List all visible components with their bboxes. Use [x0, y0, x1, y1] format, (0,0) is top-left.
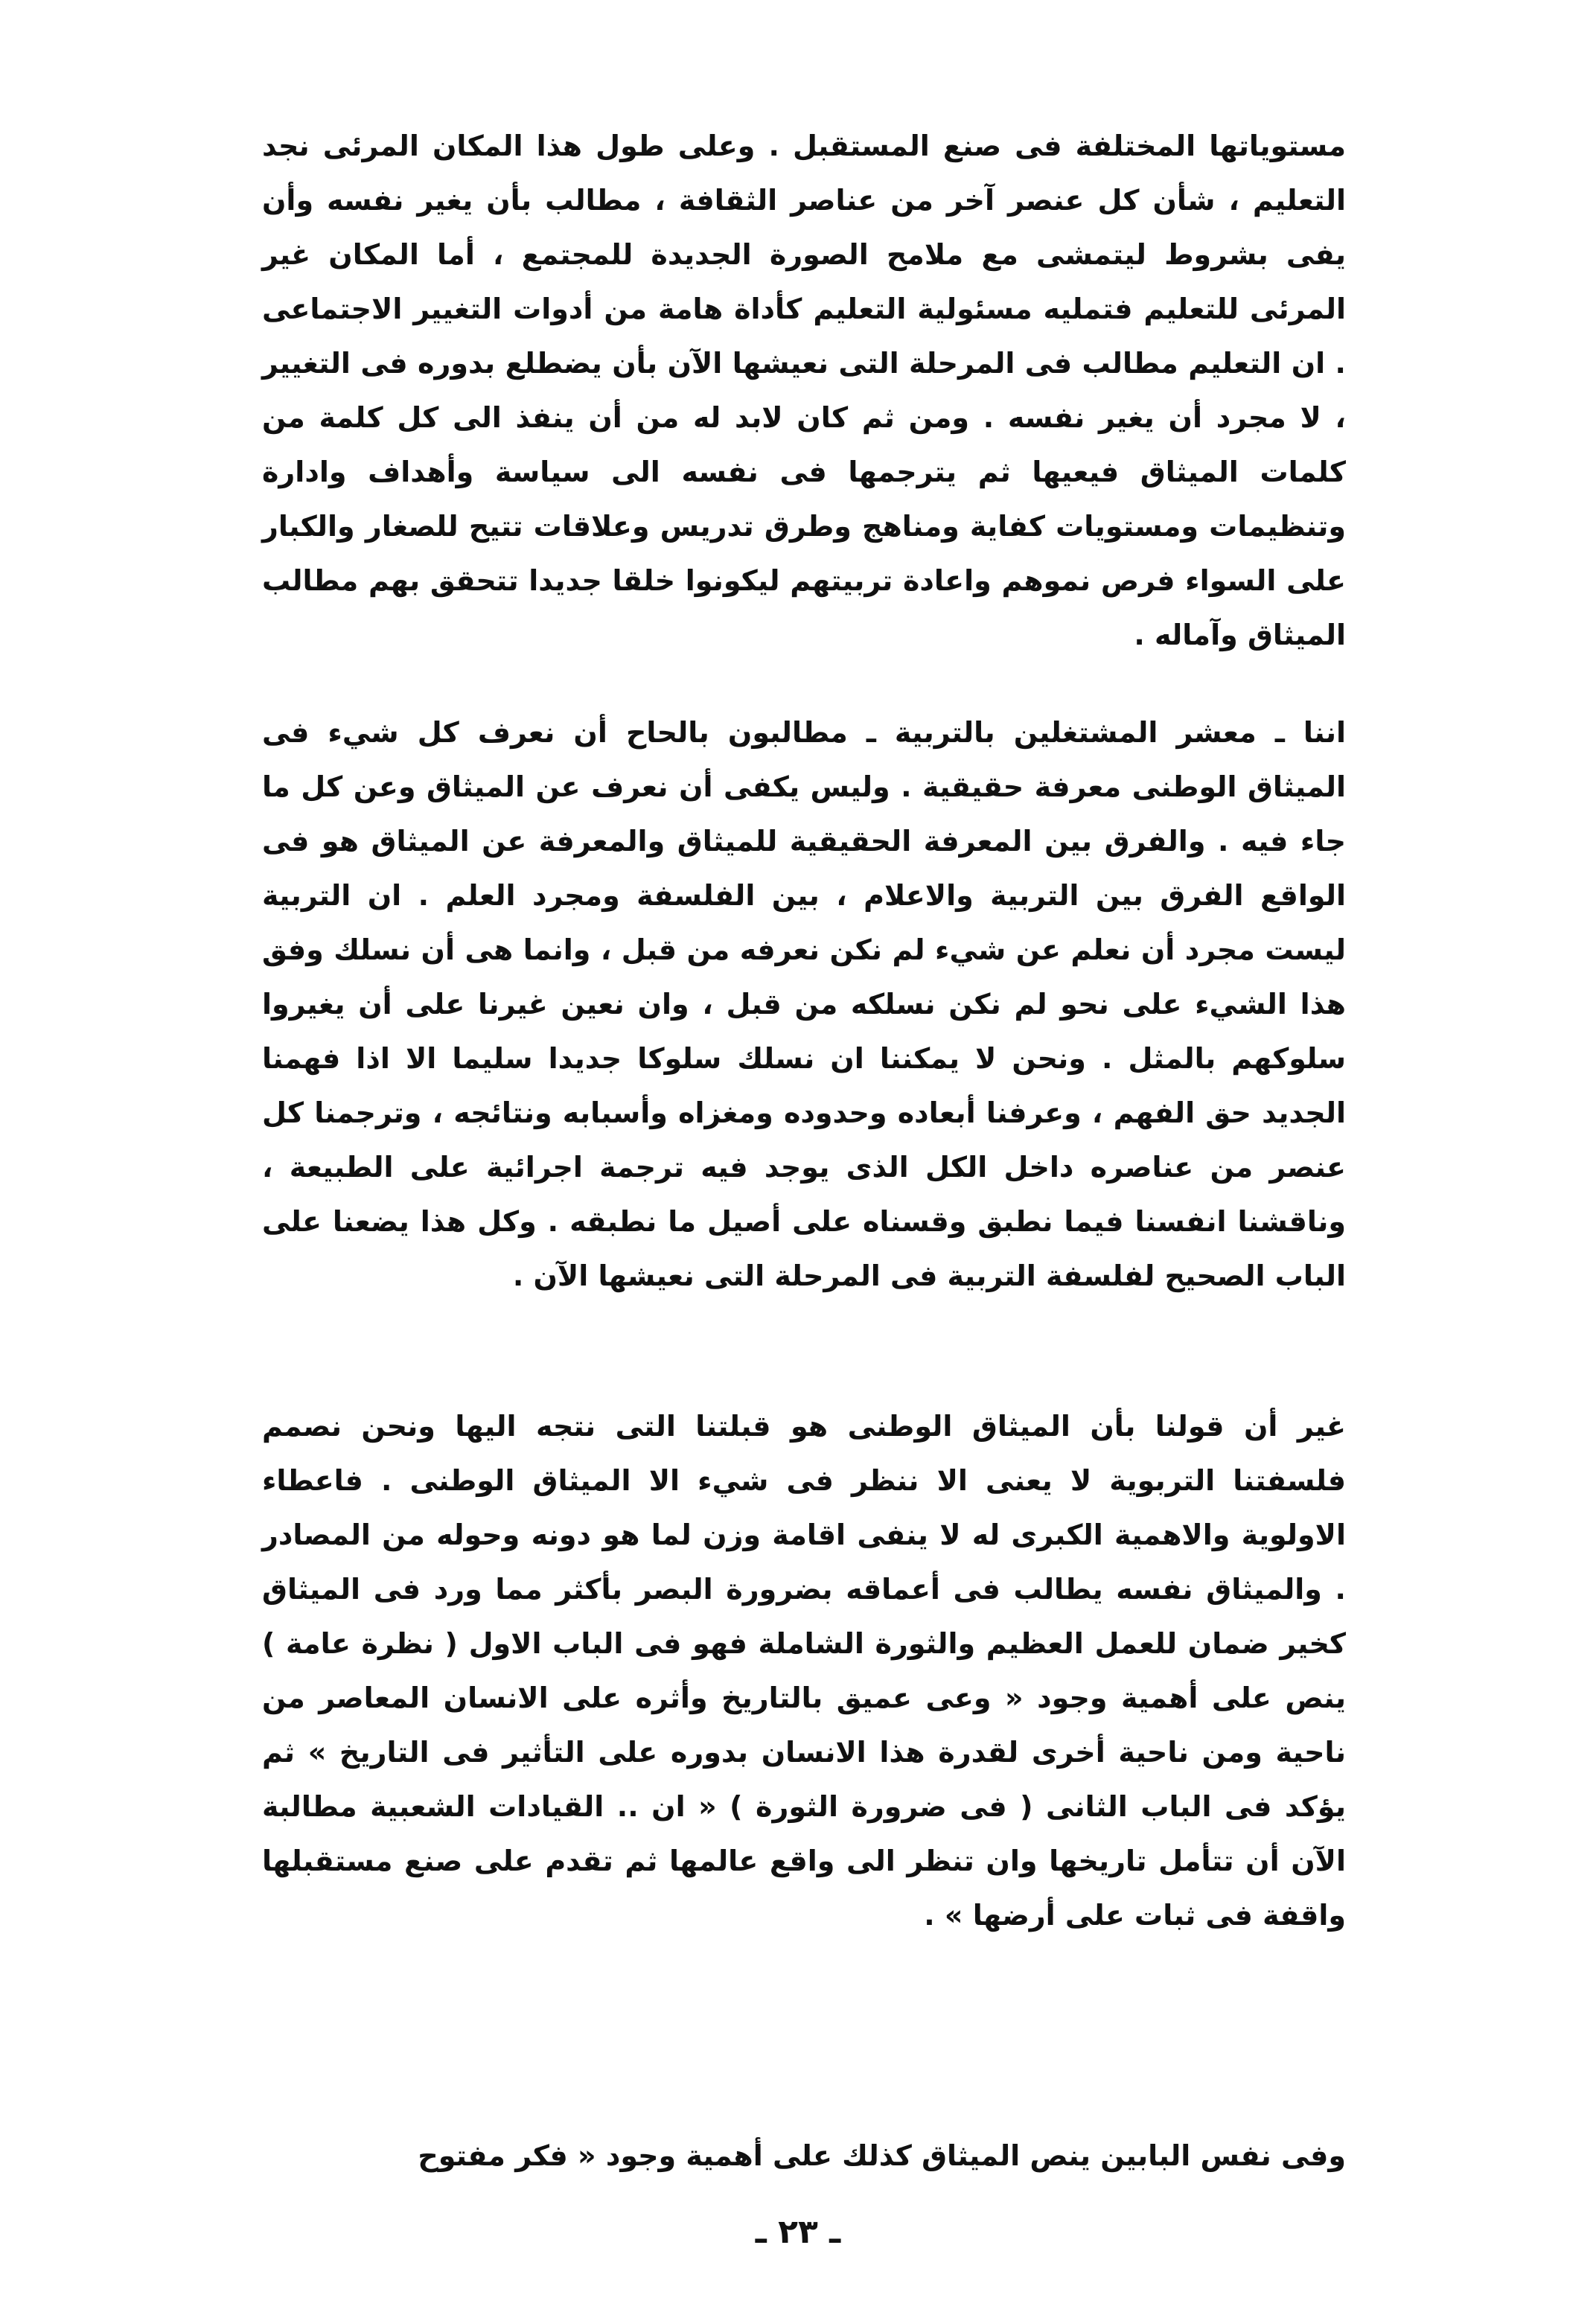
paragraph-2	[262, 706, 1346, 1303]
paragraph-1	[262, 119, 1346, 662]
paragraph-3	[262, 1399, 1346, 1943]
page-number: ـ ٢٣ ـ	[755, 2213, 841, 2251]
paragraph-3-text: غير أن قولنا بأن الميثاق الوطنى هو قبلتنا التى نتجه اليها ونحن نصمم فلسفتنا التربوية لا يعنى الا ننظر فى شيء الا الميثاق الوطنى . فاعطاء الاولوية والاهمية الكبرى له لا ينفى اقامة وزن لما هو دونه وحوله من المصادر . والميثاق نفسه يطالب فى أعماقه بضرورة البصر بأكثر مما ورد فى الميثاق كخير ضمان للعمل العظيم والثورة الشاملة فهو فى الباب الاول ( نظرة عامة ) ينص على أهمية وجود « وعى عميق بالتاريخ وأثره على الانسان المعاصر من ناحية ومن ناحية أخرى لقدرة هذا الانسان بدوره على التأثير فى التاريخ » ثم يؤكد فى الباب الثانى ( فى ضرورة الثورة ) « ان .. القيادات الشعبية مطالبة الآن أن تتأمل تاريخها وان تنظر الى واقع عالمها ثم تقدم على صنع مستقبلها واقفة فى ثبات على أرضها » .	[262, 1410, 1346, 1932]
paragraph-2-text: اننا ـ معشر المشتغلين بالتربية ـ مطالبون بالحاح أن نعرف كل شيء فى الميثاق الوطنى معرفة حقيقية . وليس يكفى أن نعرف عن الميثاق وعن كل ما جاء فيه . والفرق بين المعرفة الحقيقية للميثاق والمعرفة عن الميثاق هو فى الواقع الفرق بين التربية والاعلام ، بين الفلسفة ومجرد العلم . ان التربية ليست مجرد أن نعلم عن شيء لم نكن نعرفه من قبل ، وانما هى أن نسلك وفق هذا الشيء على نحو لم نكن نسلكه من قبل ، وان نعين غيرنا على أن يغيروا سلوكهم بالمثل . ونحن لا يمكننا ان نسلك سلوكا جديدا سليما الا اذا فهمنا الجديد حق الفهم ، وعرفنا أبعاده وحدوده ومغزاه وأسبابه ونتائجه ، وترجمنا كل عنصر من عناصره داخل الكل الذى يوجد فيه ترجمة اجرائية على الطبيعة ، وناقشنا انفسنا فيما نطبق وقسناه على أصيل ما نطبقه . وكل هذا يضعنا على الباب الصحيح لفلسفة التربية فى المرحلة التى نعيشها الآن .	[262, 716, 1346, 1292]
paragraph-4	[262, 2129, 1346, 2183]
paragraph-1-text: مستوياتها المختلفة فى صنع المستقبل . وعلى طول هذا المكان المرئى نجد التعليم ، شأن كل عنصر آخر من عناصر الثقافة ، مطالب بأن يغير نفسه وأن يفى بشروط ليتمشى مع ملامح الصورة الجديدة للمجتمع ، أما المكان غير المرئى للتعليم فتمليه مسئولية التعليم كأداة هامة من أدوات التغيير الاجتماعى . ان التعليم مطالب فى المرحلة التى نعيشها الآن بأن يضطلع بدوره فى التغيير ، لا مجرد أن يغير نفسه . ومن ثم كان لابد له من أن ينفذ الى كل كلمة من كلمات الميثاق فيعيها ثم يترجمها فى نفسه الى سياسة وأهداف وادارة وتنظيمات ومستويات كفاية ومناهج وطرق تدريس وعلاقات تتيح للصغار والكبار على السواء فرص نموهم واعادة تربيتهم ليكونوا خلقا جديدا تتحقق بهم مطالب الميثاق وآماله .	[262, 130, 1346, 651]
paragraph-4-text: وفى نفس البابين ينص الميثاق كذلك على أهمية وجود « فكر مفتوح	[418, 2139, 1346, 2172]
